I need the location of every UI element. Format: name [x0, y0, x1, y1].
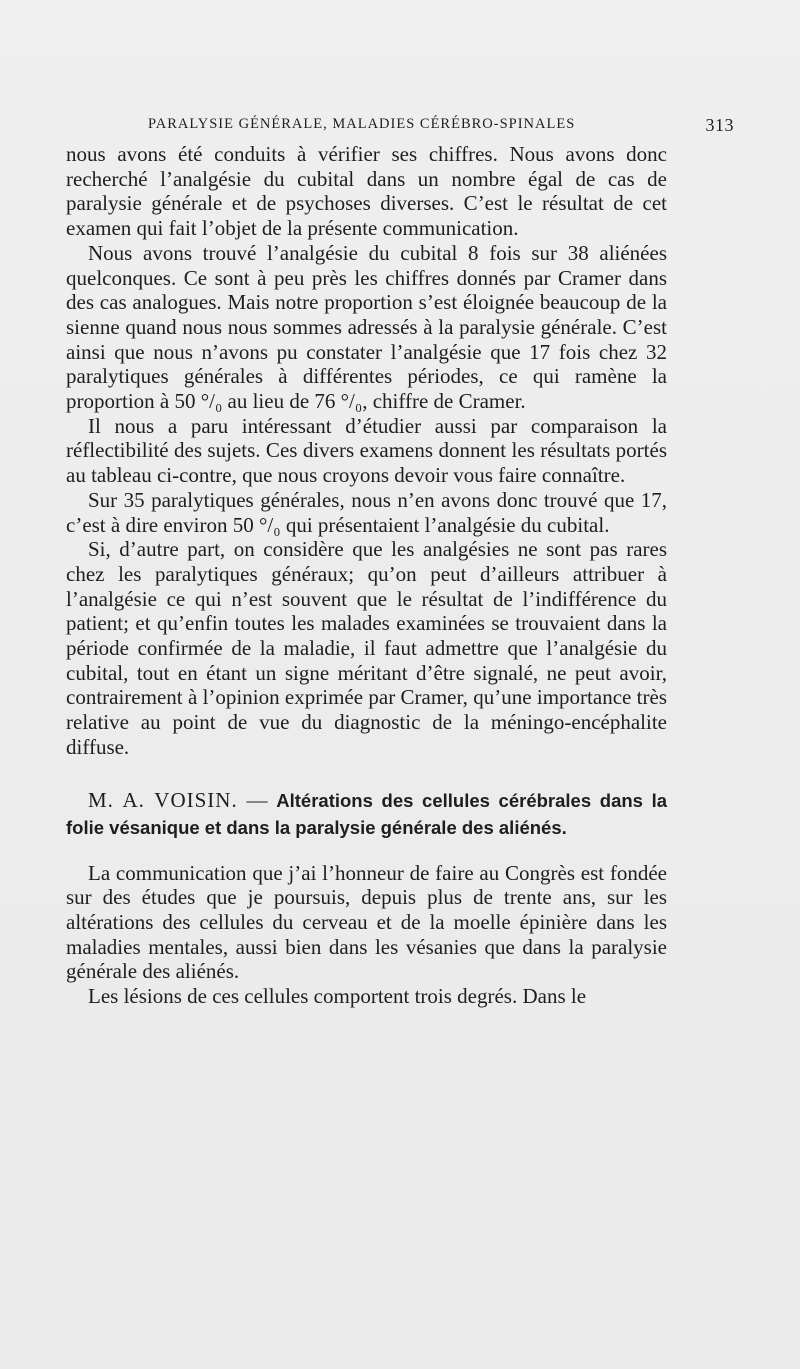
section-title: Altérations des cellules cérébrales dans la folie vésanique et dans la paralysie générale des aliénés. — [66, 789, 668, 838]
paragraph: Sur 35 paralytiques générales, nous n’en avons donc trouvé que 17, c’est à dire environ 50 °/₀ qui présentaient l’analgésie du cubital. — [66, 487, 667, 537]
section-heading — [66, 787, 667, 841]
running-header — [66, 116, 734, 140]
paragraph-continuation: nous avons été conduits à vérifier ses chiffres. Nous avons donc recherché l’analgésie du cubital dans un nombre égal de cas de paralysie générale et de psychoses diverses. C’est le résultat de cet examen qui fait l’objet de la présente communication. — [66, 142, 667, 241]
running-title: PARALYSIE GÉNÉRALE, MALADIES CÉRÉBRO-SPINALES — [148, 116, 576, 132]
heading-dash: — — [246, 787, 268, 812]
paragraph: La communication que j’ai l’honneur de faire au Congrès est fondée sur des études que je poursuis, depuis plus de trente ans, sur les altérations des cellules du cerveau et de la moelle épinière dans les maladies mentales, aussi bien dans les vésanies que dans la paralysie générale des aliénés. — [66, 860, 667, 984]
page-number: 313 — [705, 115, 734, 135]
paragraph: Il nous a paru intéressant d’étudier aussi par comparaison la réflectibilité des sujets. Ces divers examens donnent les résultats portés au tableau ci-contre, que nous croyons devoir vous faire connaître. — [66, 413, 667, 488]
paragraph: Nous avons trouvé l’analgésie du cubital 8 fois sur 38 aliénées quelconques. Ce sont à peu près les chiffres donnés par Cramer dans des cas analogues. Mais notre proportion s’est éloignée beaucoup de la sienne quand nous nous sommes adressés à la paralysie générale. C’est ainsi que nous n’avons pu constater l’analgésie que 17 fois chez 32 paralytiques générales à différentes périodes, ce qui ramène la proportion à 50 °/₀ au lieu de 76 °/₀, chiffre de Cramer. — [66, 240, 667, 414]
paragraph: Les lésions de ces cellules comportent trois degrés. Dans le — [88, 984, 587, 1009]
body-text — [66, 142, 667, 1009]
paragraph: Si, d’autre part, on considère que les analgésies ne sont pas rares chez les paralytiques généraux; qu’on peut d’ailleurs attribuer à l’analgésie ce qui n’est souvent que le résultat de l’indifférence du patient; et qu’enfin toutes les malades examinées se trouvaient dans la période confirmée de la maladie, il faut admettre que l’analgésie du cubital, tout en étant un signe méritant d’être signalé, ne peut avoir, contrairement à l’opinion exprimée par Cramer, qu’une importance très relative au point de vue du diagnostic de la méningo-encéphalite diffuse. — [66, 537, 667, 759]
section-author: M. A. VOISIN. — [88, 787, 238, 812]
